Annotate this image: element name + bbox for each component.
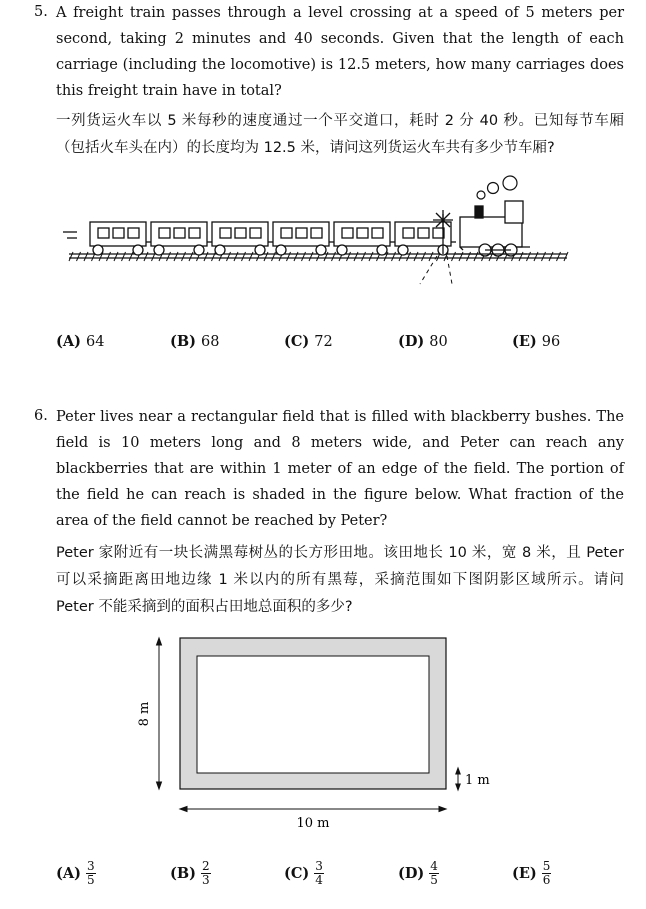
width-dimension-arrow [180,807,446,812]
choice-label: (D) [398,333,425,350]
choice-fraction [429,860,439,887]
choice-a[interactable] [56,333,104,350]
field-figure [137,630,510,840]
choice-label: (C) [284,864,310,882]
choice-value: 72 [314,334,333,350]
height-dimension-arrow [157,638,162,789]
choice-a[interactable] [56,860,96,887]
train-carriage [395,222,456,255]
choice-e[interactable] [512,860,551,887]
choice-d[interactable] [398,860,439,887]
choice-e[interactable] [512,333,560,350]
fraction-numerator: 3 [86,859,95,873]
train-carriage [90,222,151,255]
train-carriage [273,222,334,255]
choice-fraction [542,860,552,887]
choice-label: (A) [56,864,81,882]
choice-label: (E) [512,333,537,350]
fraction-numerator: 2 [201,859,210,873]
question-text-english: A freight train passes through a level crossing at a speed of 5 meters per second, taking 2 minutes and 40 seconds. Given that the length of each carriage (including the locomotive) is 12.5 meters, how many carriages does this freight train have in total? [56,5,624,99]
choice-b[interactable] [170,860,211,887]
fraction-denominator: 5 [430,873,438,887]
choice-value: 64 [85,334,105,350]
choice-d[interactable] [398,333,448,350]
choice-value: 68 [200,334,220,350]
question-number: 6. [34,408,48,424]
choice-fraction [314,860,324,887]
width-label: 10 m [296,816,330,831]
choice-label: (D) [398,864,425,882]
crossing-road-lines [420,256,452,284]
choice-value: 80 [429,334,448,350]
choice-fraction [86,860,96,887]
fraction-numerator: 4 [430,859,438,873]
train-carriage [151,222,212,255]
train-crossing-figure [55,172,575,287]
field-unreachable-region [197,656,429,773]
locomotive [455,201,530,256]
question-text-english: Peter lives near a rectangular field that is filled with blackberry bushes. The field is 10 meters long and 8 meters wide, and Peter can reach any blackberries that are within 1 meter of an edge of the field. The portion of the field he can reach is shaded in the figure below. What fraction of the area of the field cannot be reached by Peter? [56,409,624,529]
choice-label: (B) [170,864,196,882]
fraction-denominator: 3 [201,873,210,887]
height-label: 8 m [137,701,152,727]
question-5 [34,0,624,162]
choice-label: (E) [512,864,537,882]
train-carriage [334,222,395,255]
choice-c[interactable] [284,860,324,887]
choice-label: (C) [284,333,310,350]
question-number: 5. [34,4,48,20]
border-label: 1 m [465,773,490,788]
question-text-chinese: 一列货运火车以 5 米每秒的速度通过一个平交道口，耗时 2 分 40 秒。已知每节车厢（包括火车头在内）的长度均为 12.5 米，请问这列货运火车共有多少节车厢? [56,113,624,156]
smoke-puffs [477,176,517,199]
choice-c[interactable] [284,333,333,350]
fraction-denominator: 5 [86,873,95,887]
choice-fraction [201,860,211,887]
fraction-denominator: 6 [542,873,551,887]
question-text-chinese: Peter 家附近有一块长满黑莓树丛的长方形田地。该田地长 10 米，宽 8 米，且 Peter 可以采摘距离田地边缘 1 米以内的所有黑莓，采摘范围如下图阴影区域所示。请问 Peter 不能采摘到的面积占田地总面积的多少? [56,545,624,615]
question-6 [34,404,624,621]
train-carriage [212,222,273,255]
fraction-numerator: 3 [315,859,323,873]
choice-label: (A) [56,333,81,350]
border-dimension-arrow [456,768,460,790]
fraction-numerator: 5 [542,859,551,873]
choice-b[interactable] [170,333,219,350]
choice-label: (B) [170,333,196,350]
choice-value: 96 [541,334,561,350]
fraction-denominator: 4 [315,873,323,887]
